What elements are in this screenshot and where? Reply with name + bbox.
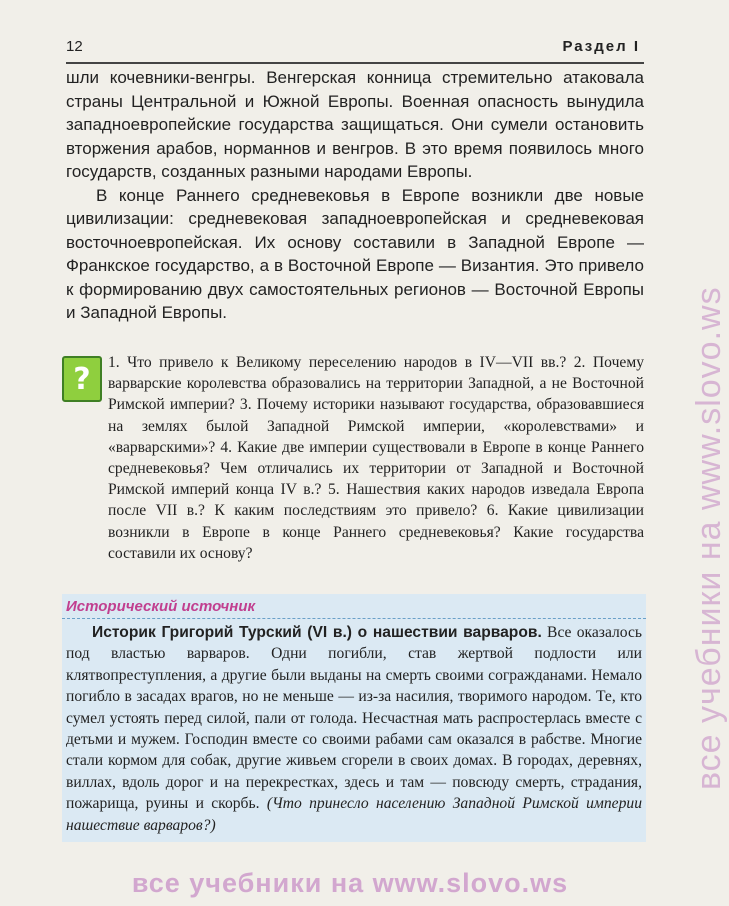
page-header	[66, 36, 644, 64]
paragraph-2: В конце Раннего средневековья в Европе возникли две новые цивилизации: средневековая западноевропейская и средневековая восточноевропейская. Их основу составили в Западной Европе — Франкское государство, а в Восточной Европе — Византия. Это привело к формированию двух самостоятельных регионов — Восточной Европы и Западной Европы.	[66, 185, 644, 322]
source-body: Все оказалось под властью варваров. Одни погибли, став жертвой подлости или клятвопреступления, а другие были выданы на смерть своими согражданами. Немало погибло в засадах врагов, но не меньше — из-за насилия, творимого народом. Те, кто сумел устоять перед силой, пали от голода. Несчастная мать распростерлась вместе с детьми и мужем. Господин вместе со своими рабами сам оказался в рабстве. Многие стали кормом для собак, другие живьем сгорели в своих домах. В городах, деревнях, виллах, вдоль дорог и на перекрестках, здесь и там — повсюду смерть, страдания, пожарища, руины и скорбь.	[66, 624, 643, 813]
bottom-watermark: все учебники на www.slovo.ws	[131, 868, 569, 898]
source-title: Исторический источник	[66, 598, 256, 615]
historical-source-block	[62, 594, 646, 842]
paragraph-1: шли кочевники-венгры. Венгерская конница стремительно атаковала страны Центральной и Южной Европы. Военная опасность вынудила западноевропейские государства защищаться. Они сумели остановить вторжения арабов, норманнов и венгров. В это время появилось много государств, созданных разными народами Европы.	[66, 68, 644, 181]
question-icon: ?	[62, 356, 102, 402]
source-divider	[62, 618, 646, 619]
source-heading: Историк Григорий Турский (VI в.) о нашествии варваров.	[92, 624, 542, 641]
side-watermark: все учебники на www.slovo.ws	[690, 286, 728, 790]
page-number: 12	[66, 38, 83, 55]
source-text	[66, 622, 642, 836]
main-text	[66, 66, 644, 325]
source-question: (Что принесло населению Западной Римской империи нашествие варваров?)	[66, 795, 642, 834]
review-questions: 1. Что привело к Великому переселению народов в IV—VII вв.? 2. Почему варварские королевства образовались на территории Западной, а не Восточной Римской империи? 3. Почему историки называют государства, образовавшиеся на землях былой Западной Римской империи, «королевствами» и «варварскими»? 4. Какие две империи существовали в Европе в конце Раннего средневековья? Чем отличались их территории от Западной и Восточной Римской империй конца IV в.? 5. Нашествия каких народов изведала Европа после VII в.? К каким последствиям это привело? 6. Какие цивилизации возникли в Европе в конце Раннего средневековья? Какие государства составили их основу?	[108, 354, 644, 562]
section-title: Раздел I	[562, 38, 640, 55]
